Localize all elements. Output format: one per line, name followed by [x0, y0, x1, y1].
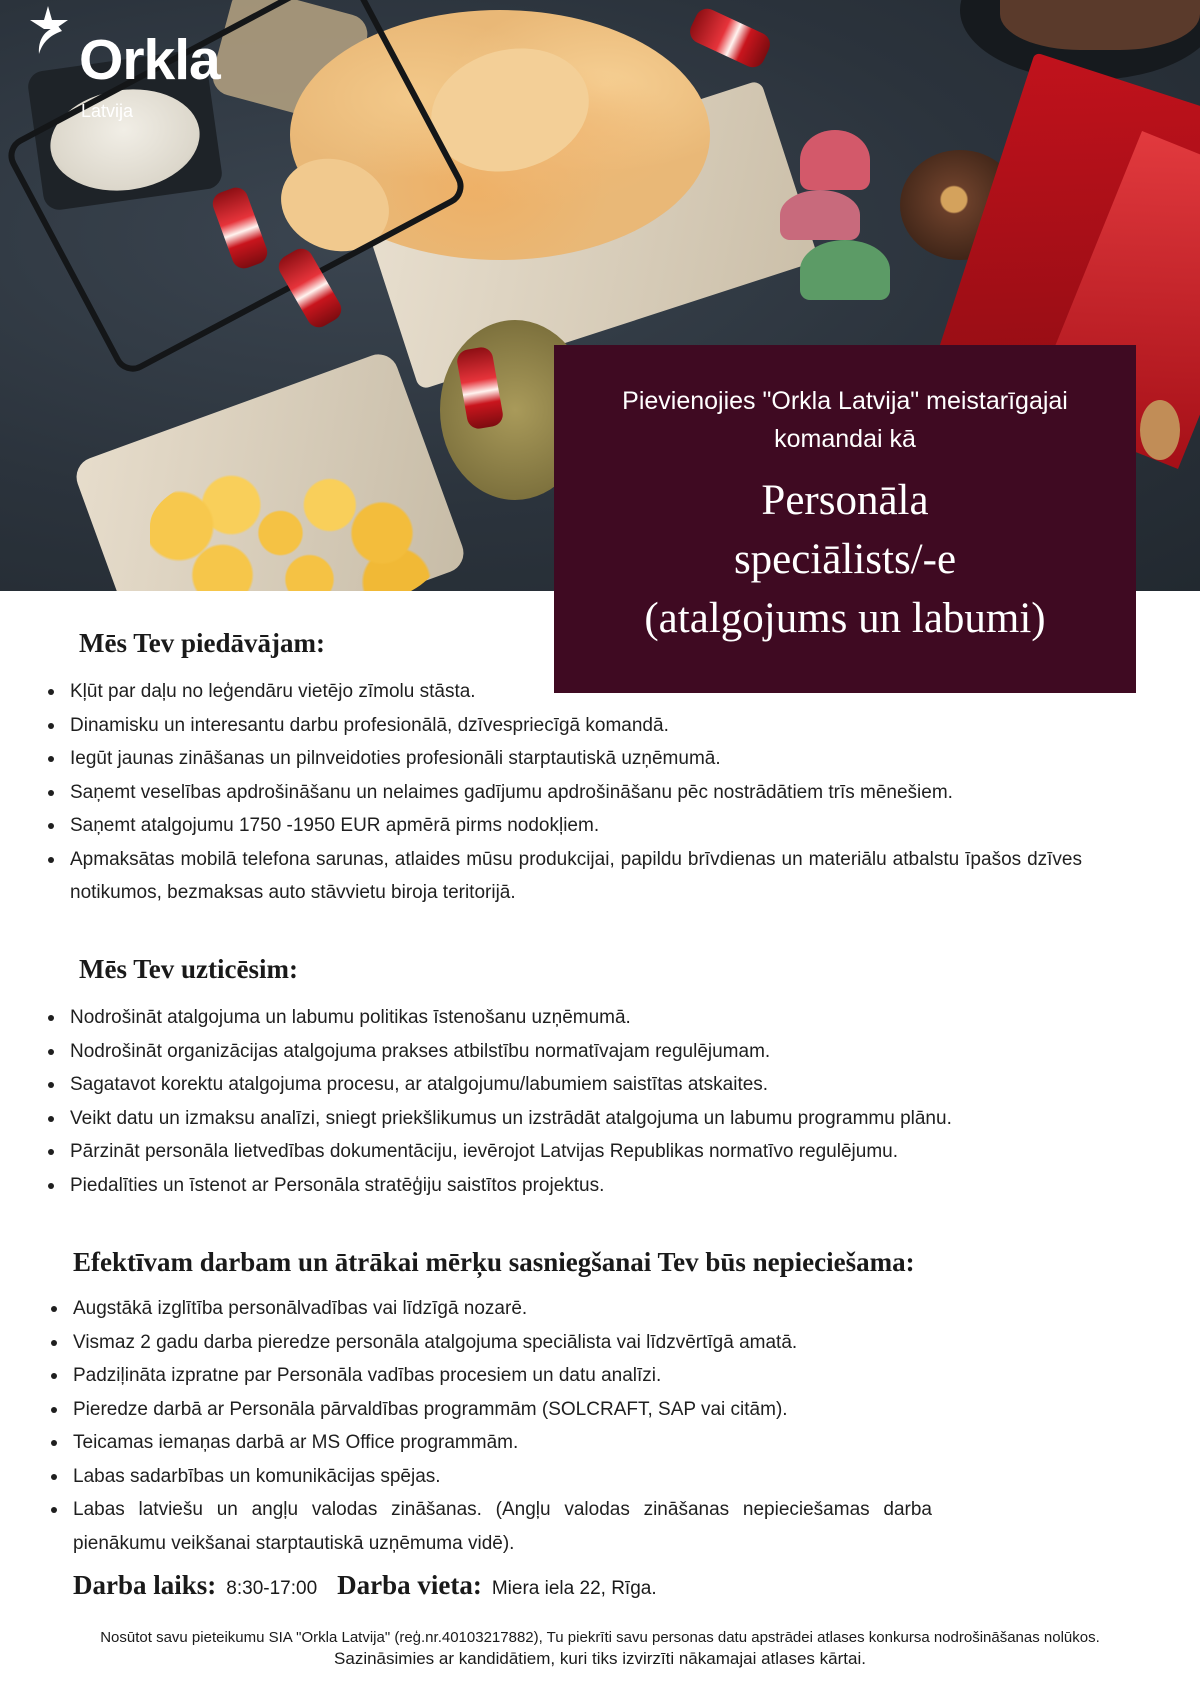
list-item: Saņemt veselības apdrošināšanu un nelaimes gadījumu apdrošināšanu pēc nostrādātiem trīs mēnešiem. [39, 776, 1082, 810]
work-place-value: Miera iela 22, Rīga. [491, 1578, 657, 1599]
logo-brand: Orkla [79, 28, 220, 92]
list-item: Labas sadarbības un komunikācijas spējas. [42, 1460, 1042, 1494]
jelly-candy [800, 240, 890, 300]
responsibilities-list [39, 1001, 1082, 1202]
list-item: Apmaksātas mobilā telefona sarunas, atlaides mūsu produkcijai, papildu brīvdienas un materiālu atbalstu īpašos dzīves notikumos, bezmaksas auto stāvvietu biroja teritorijā. [39, 843, 1082, 910]
orkla-logo [22, 4, 232, 124]
list-item: Teicamas iemaņas darbā ar MS Office programmām. [42, 1426, 1042, 1460]
list-item: Piedalīties un īstenot ar Personāla stratēģiju saistītos projektus. [39, 1169, 1082, 1203]
logo-subbrand: Latvija [81, 101, 134, 121]
star-icon [22, 4, 82, 64]
consent-note: Nosūtot savu pieteikumu SIA "Orkla Latvija" (reģ.nr.40103217882), Tu piekrīti savu personas datu apstrādei atlases konkursa nodrošināšanas nolūkos. [100, 1629, 1100, 1646]
work-time-value: 8:30-17:00 [226, 1578, 318, 1599]
work-place-label: Darba vieta: [337, 1570, 482, 1600]
job-title-line: (atalgojums un labumi) [644, 595, 1046, 642]
title-intro [554, 382, 1136, 458]
list-item: Pārzināt personāla lietvedības dokumentāciju, ievērojot Latvijas Republikas normatīvo regulējumu. [39, 1135, 1082, 1169]
list-item: Vismaz 2 gadu darba pieredze personāla atalgojuma speciālista vai līdzvērtīgā amatā. [42, 1326, 1042, 1360]
list-item: Dinamisku un interesantu darbu profesionālā, dzīvespriecīgā komandā. [39, 709, 1082, 743]
list-item: Labas latviešu un angļu valodas zināšanas. (Angļu valodas zināšanas nepieciešamas darba pienākumu veikšanai starptautiskā uzņēmuma vidē). [42, 1493, 1042, 1560]
cheese-balls [150, 470, 440, 591]
requirements-list [42, 1292, 1042, 1560]
list-item: Pieredze darbā ar Personāla pārvaldības programmām (SOLCRAFT, SAP vai citām). [42, 1393, 1042, 1427]
jelly-candy [780, 190, 860, 240]
footer [80, 1627, 1120, 1670]
job-title-line: speciālists/-e [733, 536, 957, 583]
work-time-label: Darba laiks: [73, 1570, 217, 1600]
title-intro-line: Pievienojies "Orkla Latvija" meistarīgajai [622, 387, 1068, 415]
almond [1140, 400, 1180, 460]
list-item: Sagatavot korektu atalgojuma procesu, ar atalgojumu/labumiem saistītas atskaites. [39, 1068, 1082, 1102]
title-intro-line: komandai kā [774, 425, 916, 453]
jelly-candy [800, 130, 870, 190]
list-item: Kļūt par daļu no leģendāru vietējo zīmolu stāsta. [39, 675, 1082, 709]
list-item: Saņemt atalgojumu 1750 -1950 EUR apmērā pirms nodokļiem. [39, 809, 1082, 843]
section-heading-requirements: Efektīvam darbam un ātrākai mērķu sasniegšanai Tev būs nepieciešama: [73, 1247, 915, 1277]
list-item: Veikt datu un izmaksu analīzi, sniegt priekšlikumus un izstrādāt atalgojuma un labumu programmu plānu. [39, 1102, 1082, 1136]
wrapped-candy [686, 5, 774, 71]
work-info [73, 1570, 677, 1601]
section-heading-responsibilities: Mēs Tev uzticēsim: [79, 954, 298, 984]
contact-note: Sazināsimies ar kandidātiem, kuri tiks izvirzīti nākamajai atlases kārtai. [334, 1649, 866, 1668]
list-item: Nodrošināt organizācijas atalgojuma prakses atbilstību normatīvajam regulējumam. [39, 1035, 1082, 1069]
job-title-box [554, 345, 1136, 693]
list-item: Nodrošināt atalgojuma un labumu politikas īstenošanu uzņēmumā. [39, 1001, 1082, 1035]
job-title [554, 471, 1136, 648]
list-item: Padziļināta izpratne par Personāla vadības procesiem un datu analīzi. [42, 1359, 1042, 1393]
offer-list [39, 675, 1082, 910]
list-item: Augstākā izglītība personālvadības vai līdzīgā nozarē. [42, 1292, 1042, 1326]
job-title-line: Personāla [761, 477, 929, 524]
section-heading-offer: Mēs Tev piedāvājam: [79, 628, 325, 658]
list-item: Iegūt jaunas zināšanas un pilnveidoties profesionāli starptautiskā uzņēmumā. [39, 742, 1082, 776]
